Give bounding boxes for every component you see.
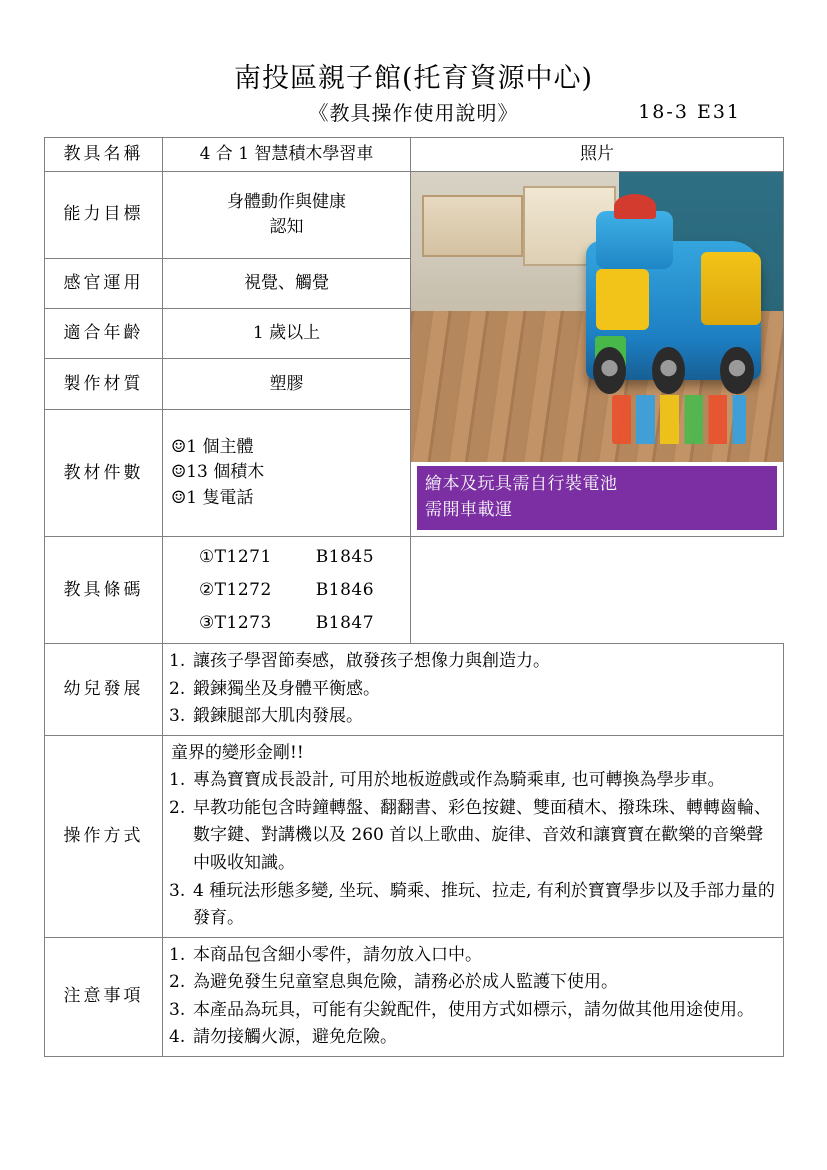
table-row	[45, 537, 784, 644]
photo-train-wheel	[720, 347, 753, 394]
operation-value	[163, 735, 784, 937]
ability-line-1: 身體動作與健康	[227, 192, 346, 213]
ability-label: 能力目標	[45, 171, 163, 258]
development-value	[163, 644, 784, 736]
item-text: 專為寶寶成長設計, 可用於地板遊戲或作為騎乘車, 也可轉換為學步車。	[193, 770, 725, 791]
ability-line-2: 認知	[269, 216, 304, 237]
barcode-value	[163, 537, 411, 644]
sense-value: 視覺、觸覺	[163, 258, 411, 308]
toy-photo	[411, 172, 783, 462]
list-item	[169, 648, 777, 676]
page-title: 南投區親子館(托育資源中心)	[233, 63, 594, 94]
table-row	[45, 735, 784, 937]
material-label: 製作材質	[45, 359, 163, 409]
photo-wrap	[411, 172, 783, 531]
equipment-info-table	[44, 137, 784, 1057]
barcode-table	[193, 541, 380, 639]
list-item	[169, 767, 777, 795]
barcode-id: ①T1271	[198, 547, 272, 568]
age-label: 適合年齡	[45, 309, 163, 359]
item-text: 4 種玩法形態多變, 坐玩、騎乘、推玩、拉走, 有利於寶寶學步以及手部力量的發育。	[193, 880, 775, 929]
sense-label: 感官運用	[45, 258, 163, 308]
barcode-row	[193, 541, 380, 574]
item-number: 1.	[169, 651, 186, 672]
development-list	[169, 648, 777, 731]
photo-header: 照片	[411, 138, 784, 172]
material-value: 塑膠	[163, 359, 411, 409]
photo-cell	[411, 171, 784, 537]
photo-train-panel	[596, 269, 648, 330]
list-item: ☺1 個主體	[171, 436, 254, 457]
item-number: 1.	[169, 944, 186, 965]
photo-train-rear	[701, 252, 760, 324]
item-number: 2.	[169, 972, 186, 993]
page-subtitle: 《教具操作使用說明》	[308, 101, 519, 125]
table-row	[45, 644, 784, 736]
list-item	[169, 997, 777, 1025]
item-number: 2.	[169, 678, 186, 699]
count-list	[169, 435, 404, 512]
photo-blocks	[612, 395, 746, 444]
item-text: 請勿接觸火源，避免危險。	[193, 1027, 397, 1048]
table-row	[45, 138, 784, 172]
note-line-1: 繪本及玩具需自行裝電池	[425, 473, 618, 494]
name-label: 教具名稱	[45, 138, 163, 172]
item-text: 本產品為玩具，可能有尖銳配件，使用方式如標示，請勿做其他用途使用。	[193, 999, 754, 1020]
operation-list	[169, 767, 777, 932]
note-box	[417, 466, 777, 531]
item-number: 3.	[169, 880, 186, 901]
item-number: 3.	[169, 999, 186, 1020]
age-value: 1 歲以上	[163, 309, 411, 359]
list-item	[169, 1024, 777, 1052]
table-row	[45, 937, 784, 1056]
caution-value	[163, 937, 784, 1056]
barcode-code: B1845	[315, 547, 375, 568]
caution-label: 注意事項	[45, 937, 163, 1056]
count-label: 教材件數	[45, 409, 163, 537]
item-text: 鍛鍊獨坐及身體平衡感。	[193, 678, 380, 699]
note-line-2: 需開車載運	[425, 499, 513, 520]
list-item	[169, 676, 777, 704]
barcode-code: B1846	[315, 579, 375, 600]
list-item	[169, 969, 777, 997]
barcode-row	[193, 607, 380, 640]
count-value	[163, 409, 411, 537]
list-item	[169, 878, 777, 933]
table-row	[45, 171, 784, 258]
photo-train-cab	[596, 211, 673, 269]
ability-value	[163, 171, 411, 258]
document-code: 18-3 E31	[638, 101, 741, 123]
photo-train-body	[586, 241, 761, 380]
item-text: 本商品包含細小零件，請勿放入口中。	[193, 944, 482, 965]
operation-label: 操作方式	[45, 735, 163, 937]
item-text: 為避免發生兒童窒息與危險，請務必於成人監護下使用。	[193, 972, 618, 993]
subtitle-row	[44, 97, 783, 131]
development-label: 幼兒發展	[45, 644, 163, 736]
barcode-label: 教具條碼	[45, 537, 163, 644]
list-item: ☺13 個積木	[171, 462, 265, 483]
item-number: 3.	[169, 706, 186, 727]
name-value: 4 合 1 智慧積木學習車	[163, 138, 411, 172]
photo-train-chimney	[614, 194, 656, 219]
photo-shelf-a	[422, 195, 523, 257]
list-item	[169, 795, 777, 878]
item-text: 鍛鍊腿部大肌肉發展。	[193, 706, 363, 727]
barcode-code: B1847	[315, 612, 375, 633]
barcode-id: ③T1273	[198, 612, 272, 633]
item-text: 讓孩子學習節奏感，啟發孩子想像力與創造力。	[193, 651, 550, 672]
item-number: 4.	[169, 1027, 186, 1048]
barcode-id: ②T1272	[198, 579, 272, 600]
item-number: 1.	[169, 770, 186, 791]
item-text: 早教功能包含時鐘轉盤、翻翻書、彩色按鍵、雙面積木、撥珠珠、轉轉齒輪、數字鍵、對講機以及 260 首以上歌曲、旋律、音效和讓寶寶在歡樂的音樂聲中吸收知識。	[193, 797, 771, 873]
operation-lead: 童界的變形金剛!!	[171, 742, 304, 763]
item-number: 2.	[169, 797, 186, 818]
list-item	[169, 703, 777, 731]
caution-list	[169, 942, 777, 1052]
list-item: ☺1 隻電話	[171, 487, 254, 508]
list-item	[169, 942, 777, 970]
barcode-row	[193, 574, 380, 607]
photo-train-wheel	[593, 347, 626, 394]
